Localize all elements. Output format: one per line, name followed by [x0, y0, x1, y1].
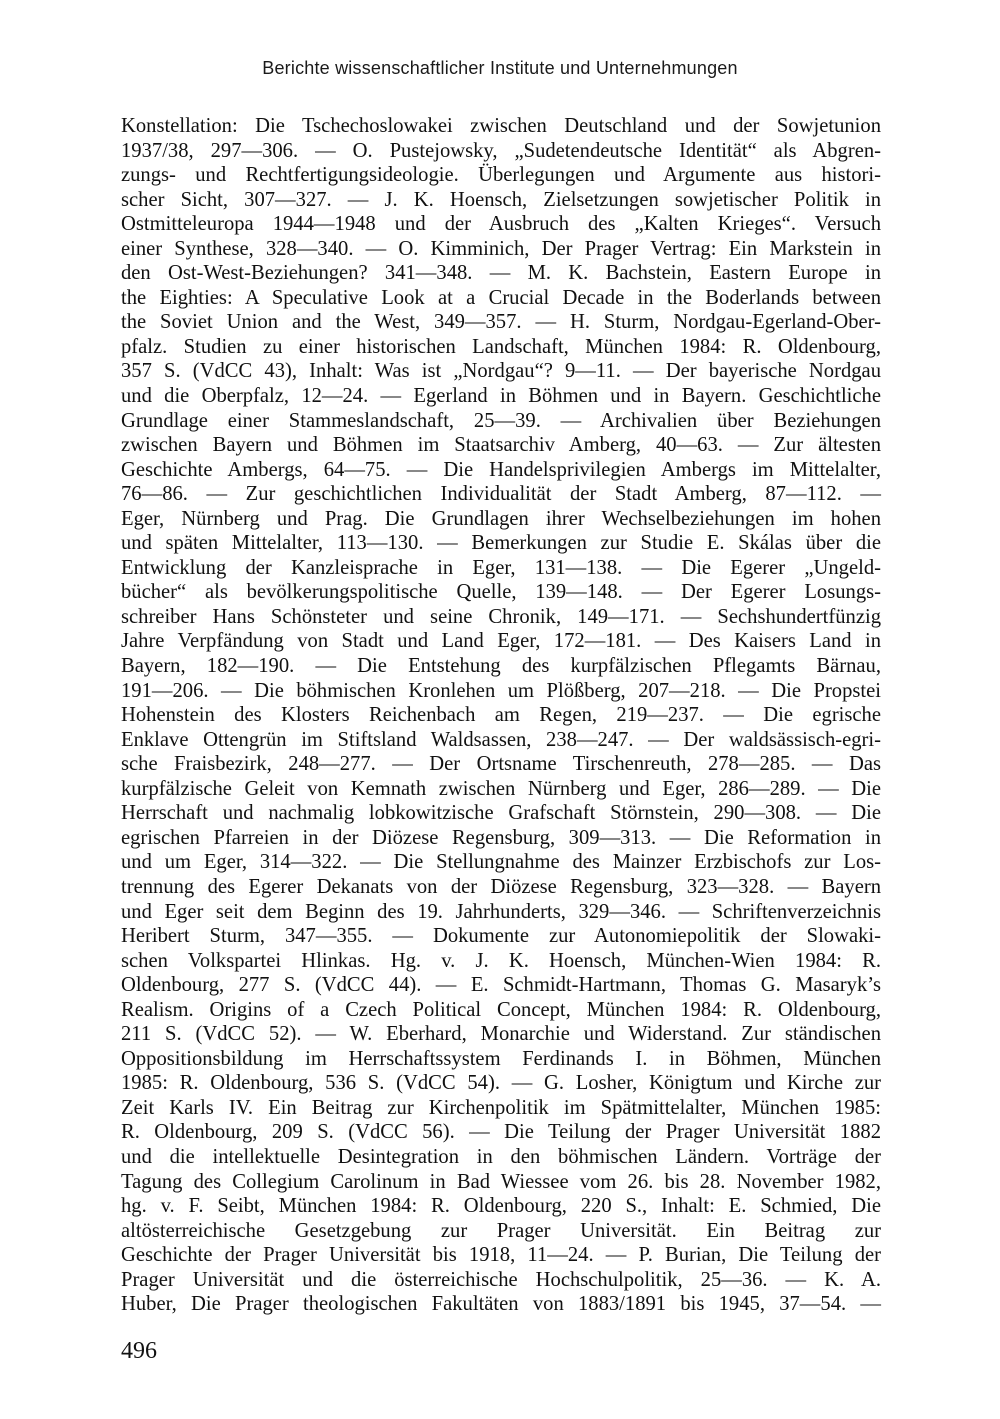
- text-line: und Eger seit dem Beginn des 19. Jahrhunderts, 329—346. — Schriftenverzeichnis: [121, 900, 881, 923]
- text-line: Hohenstein des Klosters Reichenbach am Regen, 219—237. — Die egrische: [121, 704, 881, 727]
- running-head: Berichte wissenschaftlicher Institute und Unternehmungen: [262, 58, 738, 78]
- body-text: [121, 114, 881, 1317]
- text-line: the Soviet Union and the West, 349—357. — H. Sturm, Nordgau-Egerland-Ober-: [121, 311, 881, 334]
- text-line: schreiber Hans Schönsteter und seine Chronik, 149—171. — Sechshundertfünzig: [121, 605, 881, 628]
- text-line: 357 S. (VdCC 43), Inhalt: Was ist „Nordgau“? 9—11. — Der bayerische Nordgau: [121, 360, 881, 383]
- text-line: egrischen Pfarreien in der Diözese Regensburg, 309—313. — Die Reformation in: [121, 826, 881, 849]
- text-line: the Eighties: A Speculative Look at a Crucial Decade in the Boderlands between: [121, 286, 881, 309]
- page-number: 496: [121, 1338, 157, 1364]
- text-line: und die Oberpfalz, 12—24. — Egerland in Böhmen und in Bayern. Geschichtliche: [121, 385, 881, 408]
- text-line: Tagung des Collegium Carolinum in Bad Wiessee vom 26. bis 28. November 1982,: [121, 1170, 881, 1193]
- text-line: 76—86. — Zur geschichtlichen Individualität der Stadt Amberg, 87—112. —: [121, 483, 881, 506]
- text-line: und um Eger, 314—322. — Die Stellungnahme des Mainzer Erzbischofs zur Los-: [121, 851, 881, 874]
- text-line: Oldenbourg, 277 S. (VdCC 44). — E. Schmidt-Hartmann, Thomas G. Masaryk’s: [121, 974, 881, 997]
- text-line: sche Fraisbezirk, 248—277. — Der Ortsname Tirschenreuth, 278—285. — Das: [121, 753, 881, 776]
- text-line: den Ost-West-Beziehungen? 341—348. — M. K. Bachstein, Eastern Europe in: [121, 262, 881, 285]
- text-line: pfalz. Studien zu einer historischen Landschaft, München 1984: R. Oldenbourg,: [121, 335, 881, 358]
- text-line: schen Volkspartei Hlinkas. Hg. v. J. K. Hoensch, München-Wien 1984: R.: [121, 949, 881, 972]
- text-line: Entwicklung der Kanzleisprache in Eger, 131—138. — Die Egerer „Ungeld-: [121, 556, 881, 579]
- text-line: Geschichte der Prager Universität bis 1918, 11—24. — P. Burian, Die Teilung der: [121, 1244, 881, 1267]
- text-line: Zeit Karls IV. Ein Beitrag zur Kirchenpolitik im Spätmittelalter, München 1985:: [121, 1096, 881, 1119]
- text-line: Konstellation: Die Tschechoslowakei zwischen Deutschland und der Sowjetunion: [121, 115, 881, 137]
- text-line: Prager Universität und die österreichische Hochschulpolitik, 25—36. — K. A.: [121, 1268, 881, 1291]
- text-line: 191—206. — Die böhmischen Kronlehen um Plößberg, 207—218. — Die Propstei: [121, 679, 881, 702]
- text-line: Grundlage einer Stammeslandschaft, 25—39. — Archivalien über Beziehungen: [121, 409, 881, 432]
- text-line: bücher“ als bevölkerungspolitische Quelle, 139—148. — Der Egerer Losungs-: [121, 581, 881, 604]
- text-line: und späten Mittelalter, 113—130. — Bemerkungen zur Studie E. Skálas über die: [121, 532, 881, 555]
- text-line: Realism. Origins of a Czech Political Concept, München 1984: R. Oldenbourg,: [121, 998, 881, 1021]
- text-line: Heribert Sturm, 347—355. — Dokumente zur Autonomiepolitik der Slowaki-: [121, 925, 881, 948]
- text-line: hg. v. F. Seibt, München 1984: R. Oldenbourg, 220 S., Inhalt: E. Schmied, Die: [121, 1195, 881, 1218]
- text-line: 1937/38, 297—306. — O. Pustejowsky, „Sudetendeutsche Identität“ als Abgren-: [121, 139, 881, 162]
- text-line: kurpfälzische Geleit von Kemnath zwischen Nürnberg und Eger, 286—289. — Die: [121, 777, 881, 800]
- text-line: Oppositionsbildung im Herrschaftssystem Ferdinands I. in Böhmen, München: [121, 1047, 881, 1070]
- text-line: Jahre Verpfändung von Stadt und Land Eger, 172—181. — Des Kaisers Land in: [121, 630, 881, 653]
- text-line: Huber, Die Prager theologischen Fakultäten von 1883/1891 bis 1945, 37—54. —: [121, 1293, 881, 1316]
- text-line: R. Oldenbourg, 209 S. (VdCC 56). — Die Teilung der Prager Universität 1882: [121, 1121, 881, 1144]
- text-line: zwischen Bayern und Böhmen im Staatsarchiv Amberg, 40—63. — Zur ältesten: [121, 434, 881, 457]
- text-line: zungs- und Rechtfertigungsideologie. Überlegungen und Argumente aus histori-: [121, 164, 881, 187]
- text-line: Enklave Ottengrün im Stiftsland Waldsassen, 238—247. — Der waldsässisch-egri-: [121, 728, 881, 751]
- text-line: 1985: R. Oldenbourg, 536 S. (VdCC 54). — G. Losher, Königtum und Kirche zur: [121, 1072, 881, 1095]
- text-line: Bayern, 182—190. — Die Entstehung des kurpfälzischen Pflegamts Bärnau,: [121, 655, 881, 678]
- text-line: 211 S. (VdCC 52). — W. Eberhard, Monarchie und Widerstand. Zur ständischen: [121, 1023, 881, 1046]
- text-line: Herrschaft und nachmalig lobkowitzische Grafschaft Störnstein, 290—308. — Die: [121, 802, 881, 825]
- text-line: Ostmitteleuropa 1944—1948 und der Ausbruch des „Kalten Krieges“. Versuch: [121, 213, 881, 236]
- text-line: scher Sicht, 307—327. — J. K. Hoensch, Zielsetzungen sowjetischer Politik in: [121, 188, 881, 211]
- text-line: Geschichte Ambergs, 64—75. — Die Handelsprivilegien Ambergs im Mittelalter,: [121, 458, 881, 481]
- text-line: Eger, Nürnberg und Prag. Die Grundlagen ihrer Wechselbeziehungen im hohen: [121, 507, 881, 530]
- text-line: einer Synthese, 328—340. — O. Kimminich, Der Prager Vertrag: Ein Markstein in: [121, 237, 881, 260]
- text-line: trennung des Egerer Dekanats von der Diözese Regensburg, 323—328. — Bayern: [121, 875, 881, 898]
- text-line: und die intellektuelle Desintegration in den böhmischen Ländern. Vorträge der: [121, 1145, 881, 1168]
- text-line: altösterreichische Gesetzgebung zur Prager Universität. Ein Beitrag zur: [121, 1219, 881, 1242]
